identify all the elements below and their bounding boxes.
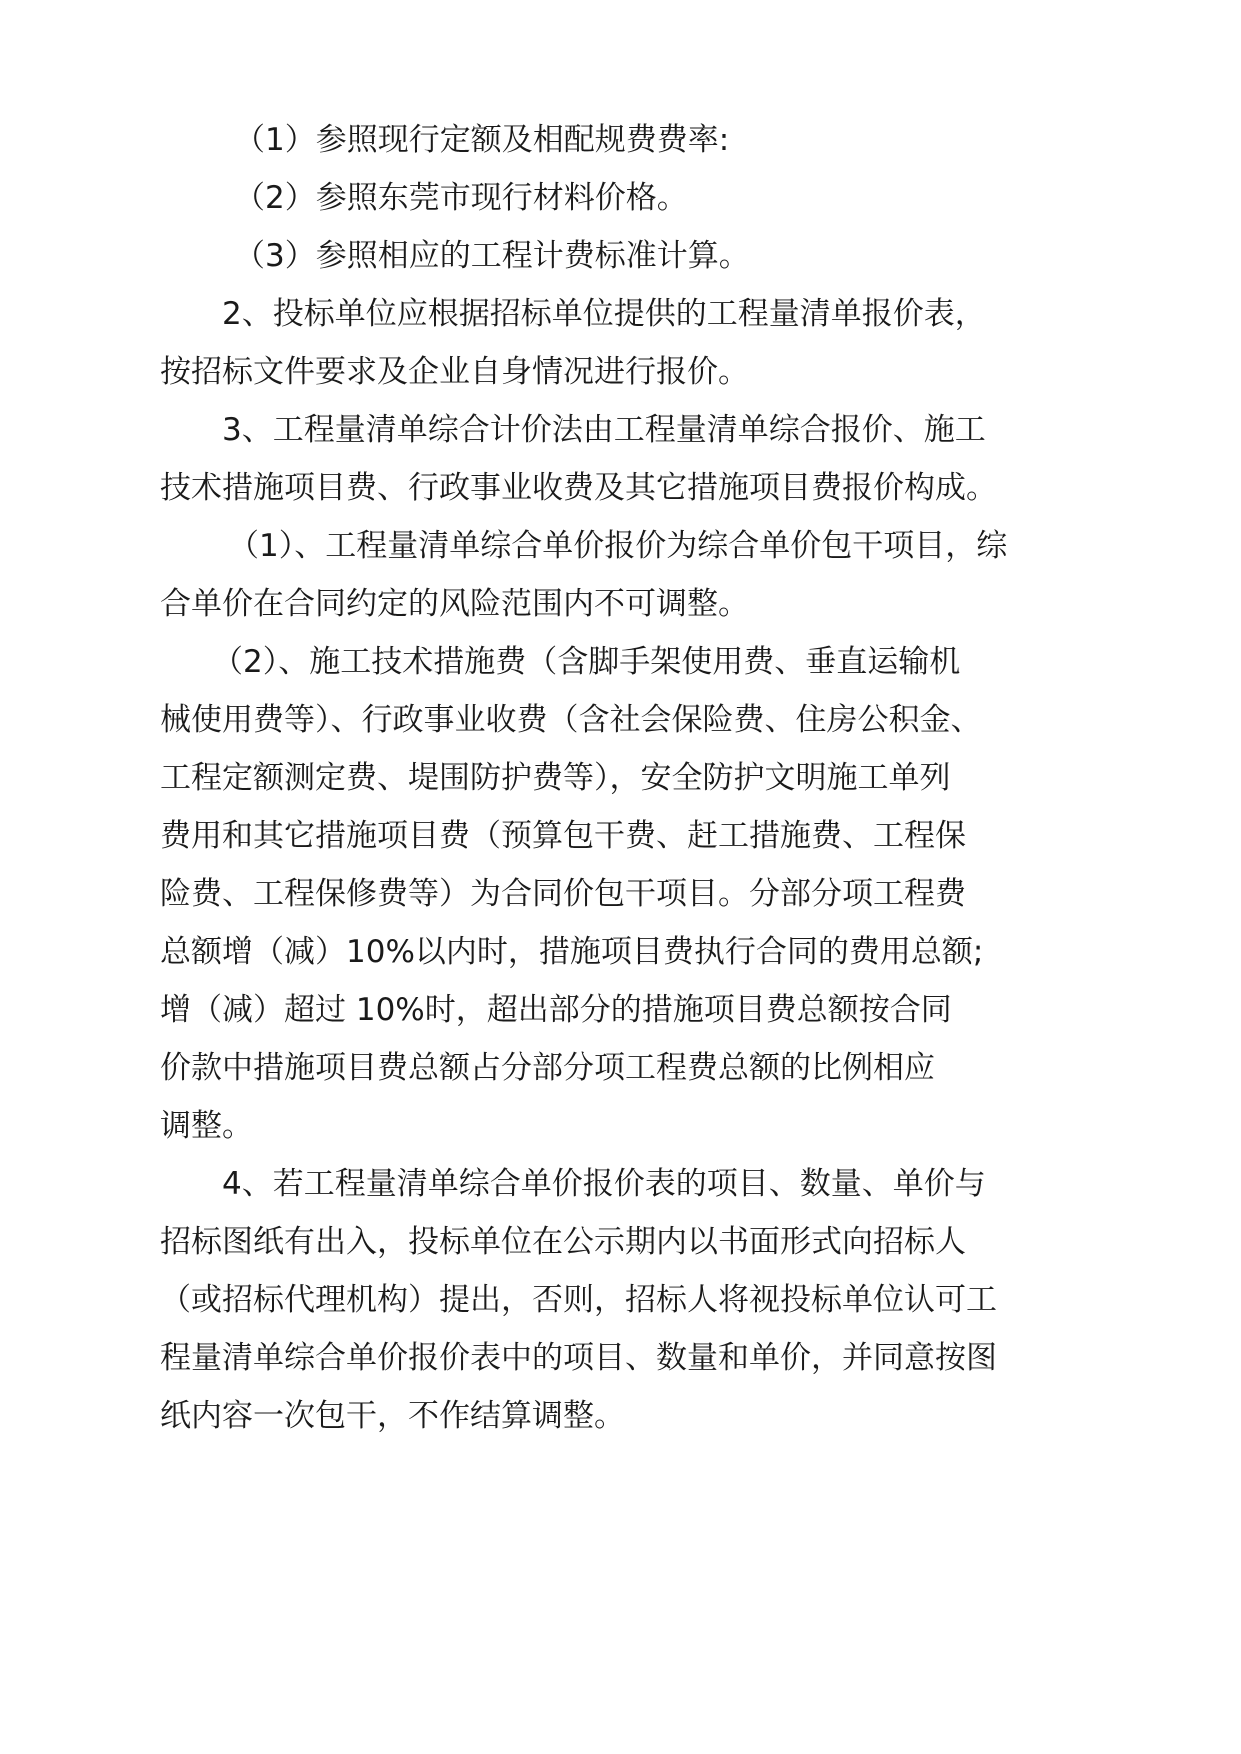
text-line: （1）、工程量清单综合单价报价为综合单价包干项目，综 xyxy=(228,528,1008,564)
text-line: （2）参照东莞市现行材料价格。 xyxy=(234,180,688,216)
text-line: 械使用费等）、行政事业收费（含社会保险费、住房公积金、 xyxy=(160,702,982,738)
text-line: 4、若工程量清单综合单价报价表的项目、数量、单价与 xyxy=(222,1166,986,1202)
text-line: 按招标文件要求及企业自身情况进行报价。 xyxy=(160,354,749,390)
text-line: 2、投标单位应根据招标单位提供的工程量清单报价表， xyxy=(222,296,986,332)
text-line: 3、工程量清单综合计价法由工程量清单综合报价、施工 xyxy=(222,412,986,448)
text-line: 价款中措施项目费总额占分部分项工程费总额的比例相应 xyxy=(160,1050,935,1086)
text-line: 技术措施项目费、行政事业收费及其它措施项目费报价构成。 xyxy=(160,470,997,506)
text-line: 纸内容一次包干，不作结算调整。 xyxy=(160,1398,625,1434)
text-line: 程量清单综合单价报价表中的项目、数量和单价，并同意按图 xyxy=(160,1340,997,1376)
text-line: 招标图纸有出入，投标单位在公示期内以书面形式向招标人 xyxy=(160,1224,966,1260)
text-line: 增（减）超过 10%时，超出部分的措施项目费总额按合同 xyxy=(160,992,952,1028)
text-line: 合单价在合同约定的风险范围内不可调整。 xyxy=(160,586,749,622)
text-line: 总额增（减）10%以内时，措施项目费执行合同的费用总额; xyxy=(160,934,984,970)
text-line: 调整。 xyxy=(160,1108,253,1144)
text-line: （或招标代理机构）提出，否则，招标人将视投标单位认可工 xyxy=(160,1282,997,1318)
text-line: 费用和其它措施项目费（预算包干费、赶工措施费、工程保 xyxy=(160,818,966,854)
text-line: （3）参照相应的工程计费标准计算。 xyxy=(234,238,750,274)
text-line: （1）参照现行定额及相配规费费率: xyxy=(234,122,730,158)
text-line: （2）、施工技术措施费（含脚手架使用费、垂直运输机 xyxy=(212,644,961,680)
text-line: 工程定额测定费、堤围防护费等），安全防护文明施工单列 xyxy=(160,760,951,796)
text-line: 险费、工程保修费等）为合同价包干项目。分部分项工程费 xyxy=(160,876,966,912)
